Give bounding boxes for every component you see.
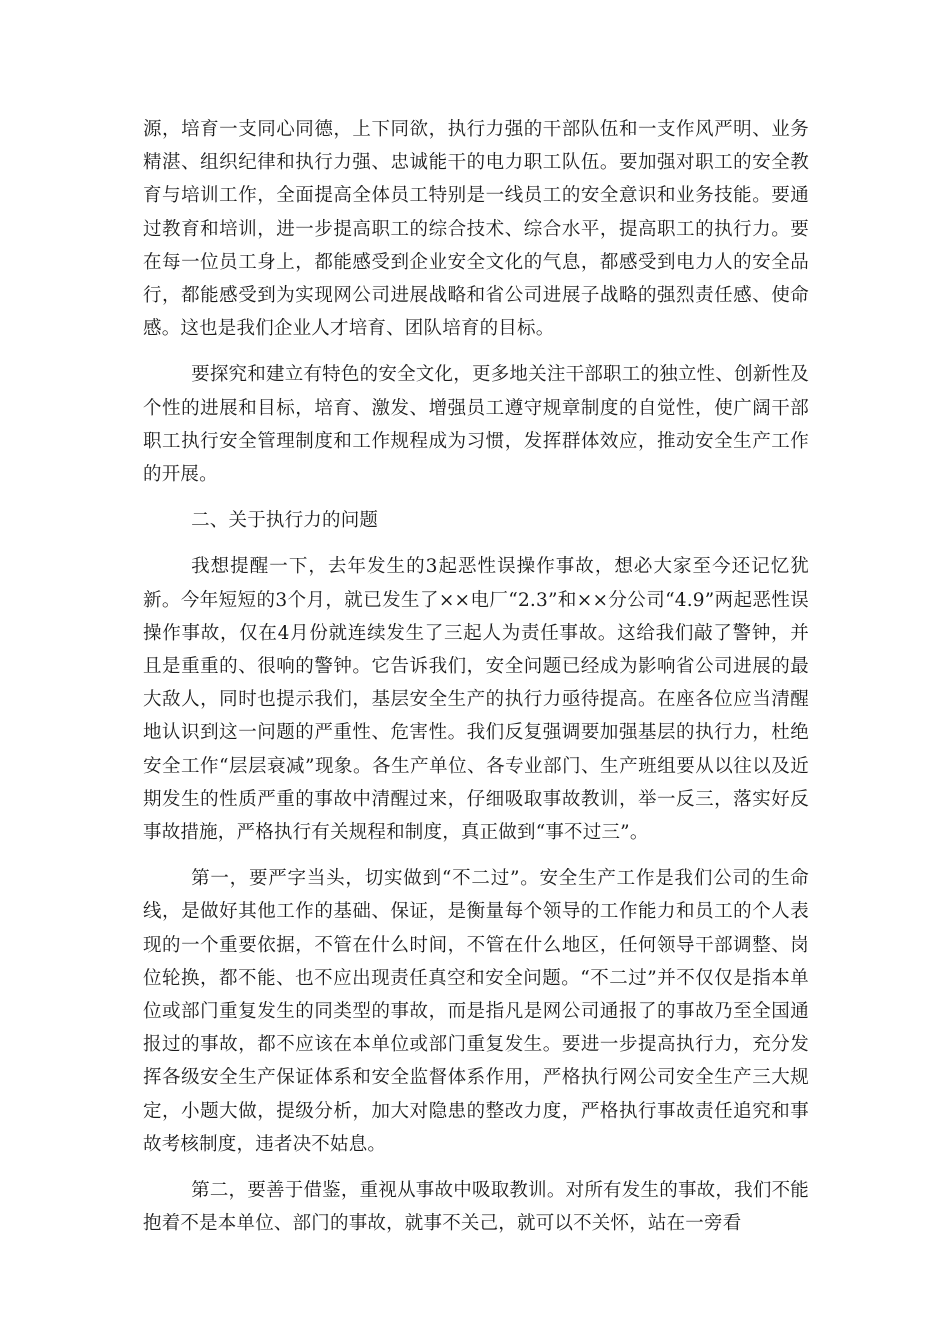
paragraph-1: 源，培育一支同心同德，上下同欲，执行力强的干部队伍和一支作风严明、业务精湛、组织纪律和执行力强、忠诚能干的电力职工队伍。要加强对职工的安全教育与培训工作，全面提高全体员工特别是一线员工的安全意识和业务技能。要通过教育和培训，进一步提高职工的综合技术、综合水平，提高职工的执行力。要在每一位员工身上，都能感受到企业安全文化的气息，都感受到电力人的安全品行，都能感受到为实现网公司进展战略和省公司进展子战略的强烈责任感、使命感。这也是我们企业人才培育、团队培育的目标。 [143,119,809,340]
section-heading-execution: 二、关于执行力的问题 [191,510,379,532]
document-body [143,113,809,1254]
paragraph-4: 第一，要严字当头，切实做到“不二过”。安全生产工作是我们公司的生命线，是做好其他工作的基础、保证，是衡量每个领导的工作能力和员工的个人表现的一个重要依据，不管在什么时间，不管在什么地区，任何领导干部调整、岗位轮换，都不能、也不应出现责任真空和安全问题。“不二过”并不仅仅是指本单位或部门重复发生的同类型的事故，而是指凡是网公司通报了的事故乃至全国通报过的事故，都不应该在本单位或部门重复发生。要进一步提高执行力，充分发挥各级安全生产保证体系和安全监督体系作用，严格执行网公司安全生产三大规定，小题大做，提级分析，加大对隐患的整改力度，严格执行事故责任追究和事故考核制度，违者决不姑息。 [143,868,809,1155]
paragraph-3: 我想提醒一下，去年发生的3起恶性误操作事故，想必大家至今还记忆犹新。今年短短的3个月，就已发生了××电厂“2.3”和××分公司“4.9”两起恶性误操作事故，仅在4月份就连续发生了三起人为责任事故。这给我们敲了警钟，并且是重重的、很响的警钟。它告诉我们，安全问题已经成为影响省公司进展的最大敌人，同时也提示我们，基层安全生产的执行力亟待提高。在座各位应当清醒地认识到这一问题的严重性、危害性。我们反复强调要加强基层的执行力，杜绝安全工作“层层衰减”现象。各生产单位、各专业部门、生产班组要从以往以及近期发生的性质严重的事故中清醒过来，仔细吸取事故教训，举一反三，落实好反事故措施，严格执行有关规程和制度，真正做到“事不过三”。 [143,556,809,844]
paragraph-5: 第二，要善于借鉴，重视从事故中吸取教训。对所有发生的事故，我们不能抱着不是本单位、部门的事故，就事不关己，就可以不关怀，站在一旁看 [143,1180,809,1235]
paragraph-2: 要探究和建立有特色的安全文化，更多地关注干部职工的独立性、创新性及个性的进展和目标，培育、激发、增强员工遵守规章制度的自觉性，使广阔干部职工执行安全管理制度和工作规程成为习惯，发挥群体效应，推动安全生产工作的开展。 [143,364,809,486]
